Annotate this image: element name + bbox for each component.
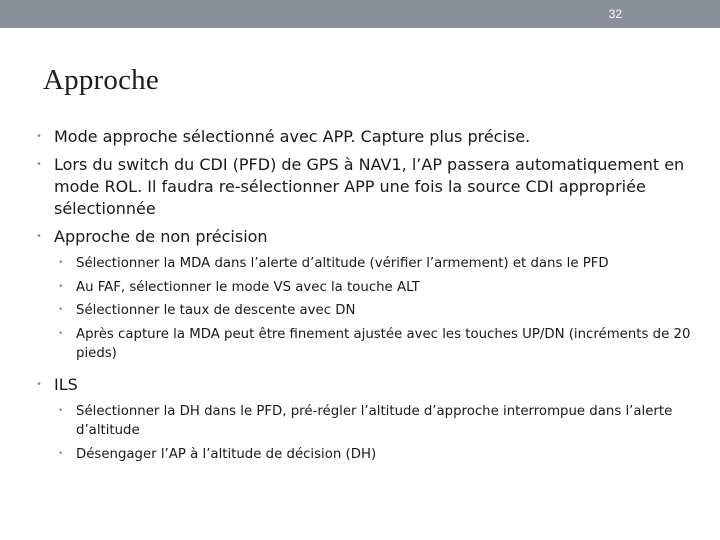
bullet-item <box>34 126 694 148</box>
bullet-icon: • <box>58 448 64 459</box>
bullet-item <box>34 154 694 220</box>
sub-bullet-item <box>34 325 694 364</box>
bullet-icon: • <box>36 378 42 390</box>
sub-bullet-text: Sélectionner le taux de descente avec DN <box>76 303 356 318</box>
bullet-icon: • <box>58 258 64 268</box>
sub-bullet-item <box>34 301 694 321</box>
bullet-icon: • <box>36 159 42 170</box>
bullet-icon: • <box>58 405 64 416</box>
sub-bullet-item <box>34 278 694 298</box>
sub-bullet-item <box>34 402 694 441</box>
bullet-item <box>34 374 694 396</box>
slide-title: Approche <box>43 64 159 96</box>
slide-number: 32 <box>608 7 622 21</box>
bullet-text: Approche de non précision <box>54 227 268 246</box>
bullet-icon: • <box>58 305 64 315</box>
bullet-list <box>34 126 694 474</box>
bullet-item <box>34 226 694 248</box>
sub-bullet-text: Sélectionner la DH dans le PFD, pré-régler l’altitude d’approche interrompue dans l’alerte d’altitude <box>76 403 673 438</box>
header-bar <box>0 0 720 28</box>
bullet-icon: • <box>58 328 64 339</box>
sub-bullet-text: Après capture la MDA peut être finement ajustée avec les touches UP/DN (incréments de 20 pieds) <box>76 326 691 361</box>
sub-bullet-item <box>34 254 694 274</box>
bullet-icon: • <box>36 131 42 142</box>
sub-bullet-text: Sélectionner la MDA dans l’alerte d’altitude (vérifier l’armement) et dans le PFD <box>76 256 609 271</box>
sub-bullet-list <box>34 402 694 465</box>
bullet-text: Lors du switch du CDI (PFD) de GPS à NAV1, l’AP passera automatiquement en mode ROL. Il faudra re-sélectionner APP une fois la source CDI appropriée sélectionnée <box>54 155 685 218</box>
bullet-icon: • <box>58 281 64 292</box>
sub-bullet-text: Au FAF, sélectionner le mode VS avec la touche ALT <box>76 279 420 295</box>
sub-bullet-item <box>34 445 694 465</box>
sub-bullet-text: Désengager l’AP à l’altitude de décision (DH) <box>76 446 377 462</box>
sub-bullet-list <box>34 254 694 364</box>
bullet-icon: • <box>36 231 42 242</box>
bullet-text: Mode approche sélectionné avec APP. Capture plus précise. <box>54 127 531 146</box>
bullet-text: ILS <box>54 374 78 394</box>
